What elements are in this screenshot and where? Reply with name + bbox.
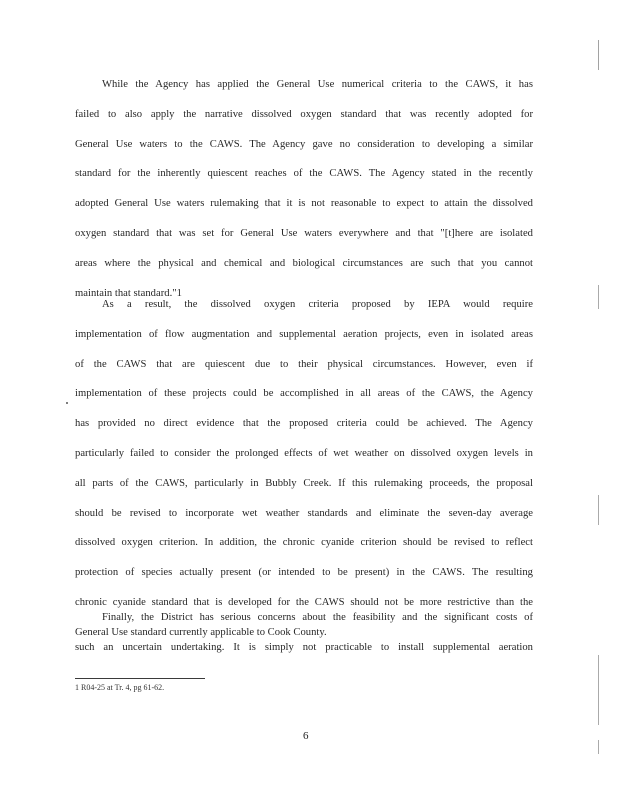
text-line: Finally, the District has serious concerns about the feasibility and the significant costs of [102,612,533,623]
text-line: failed to also apply the narrative dissolved oxygen standard that was recently adopted for [75,108,533,120]
text-line: areas where the physical and chemical and biological circumstances are such that you cannot [75,257,533,269]
text-line: dissolved oxygen criterion. In addition, the chronic cyanide criterion should be revised to reflect [75,537,533,549]
text-line: of the CAWS that are quiescent due to their physical circumstances. However, even if [75,358,533,370]
scan-edge-mark [598,40,599,70]
text-line: adopted General Use waters rulemaking that it is not reasonable to expect to attain the dissolved [75,198,533,210]
scan-edge-mark [598,740,599,754]
text-line: maintain that standard."1 [75,287,182,299]
scan-edge-mark [598,285,599,309]
scan-speck [66,402,68,404]
text-line: has provided no direct evidence that the proposed criteria could be achieved. The Agency [75,418,533,430]
footnote-separator [75,678,205,679]
text-line: As a result, the dissolved oxygen criteria proposed by IEPA would require [102,299,533,310]
page-number: 6 [303,730,309,742]
text-line: standard for the inherently quiescent reaches of the CAWS. The Agency stated in the recently [75,168,533,180]
footnote: 1 R04-25 at Tr. 4, pg 61-62. [75,683,165,692]
text-line: protection of species actually present (or intended to be present) in the CAWS. The resulting [75,567,533,579]
text-line: should be revised to incorporate wet weather standards and eliminate the seven-day average [75,507,533,519]
paragraph-2 [75,290,533,648]
text-line: implementation of these projects could be accomplished in all areas of the CAWS, the Agency [75,388,533,400]
text-line: General Use standard currently applicable to Cook County. [75,626,327,638]
scan-edge-mark [598,655,599,725]
text-line: General Use waters to the CAWS. The Agency gave no consideration to developing a similar [75,138,533,150]
paragraph-3 [75,603,533,663]
scan-edge-mark [598,495,599,525]
text-line: While the Agency has applied the General Use numerical criteria to the CAWS, it has [102,79,533,90]
text-line: particularly failed to consider the prolonged effects of wet weather on dissolved oxygen levels in [75,447,533,459]
text-line: chronic cyanide standard that is developed for the CAWS should not be more restrictive than the [75,596,533,608]
text-line: implementation of flow augmentation and supplemental aeration projects, even in isolated areas [75,328,533,340]
text-line: oxygen standard that was set for General Use waters everywhere and that "[t]here are isolated [75,227,533,239]
text-line: such an uncertain undertaking. It is simply not practicable to install supplemental aeration [75,641,533,653]
paragraph-1 [75,70,533,308]
text-line: all parts of the CAWS, particularly in Bubbly Creek. If this rulemaking proceeds, the proposal [75,477,533,489]
